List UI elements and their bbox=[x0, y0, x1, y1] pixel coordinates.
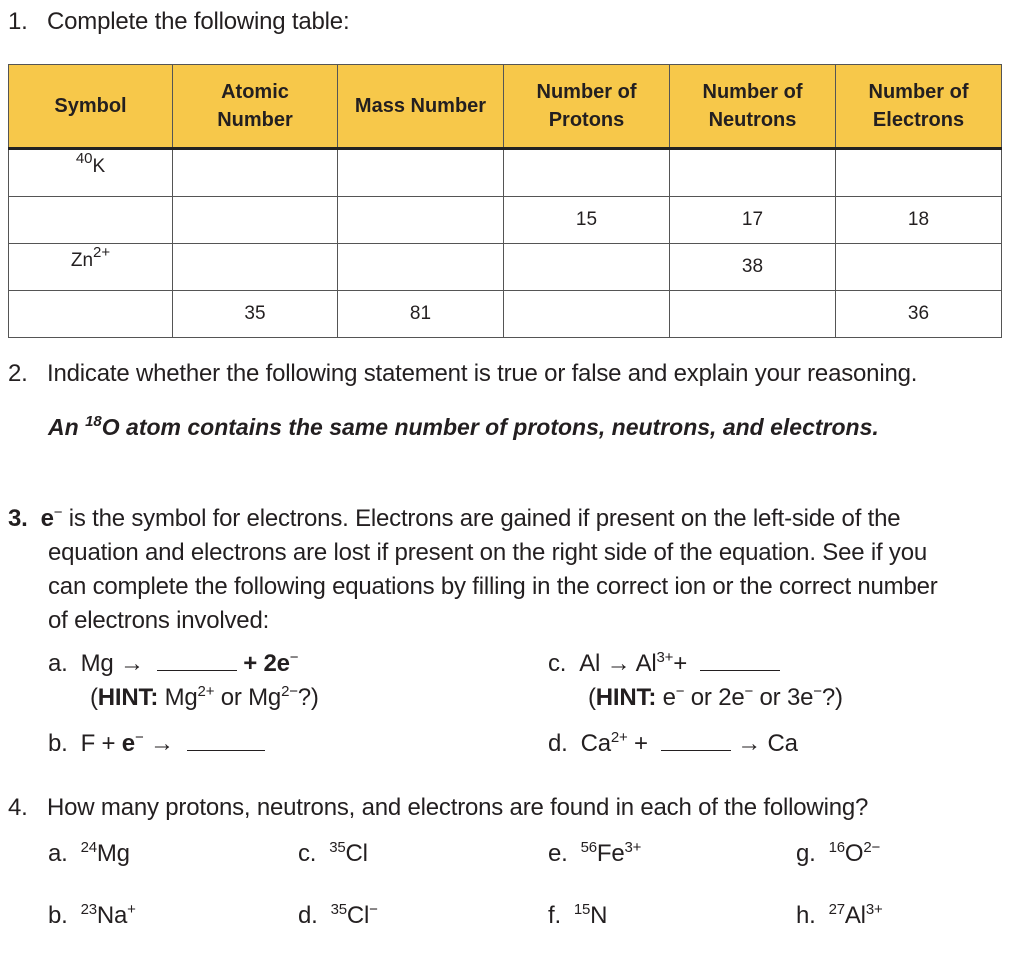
q4-item: g. $^{16}O^{2-}$ bbox=[796, 839, 881, 867]
cell-symbol[interactable]: $Zn^{2+}$ bbox=[9, 244, 173, 291]
cell-neutrons[interactable]: 38 bbox=[670, 244, 836, 291]
cell-symbol[interactable] bbox=[9, 291, 173, 338]
q2-number: 2. bbox=[8, 360, 28, 387]
q4-heading bbox=[8, 794, 868, 822]
header-electrons: Number of Electrons bbox=[836, 65, 1002, 149]
blank-line[interactable] bbox=[187, 749, 265, 751]
blank-line[interactable] bbox=[700, 669, 780, 671]
q4-item: e. $^{56}Fe^{3+}$ bbox=[548, 839, 642, 867]
q4-item: c. $^{35}$Cl bbox=[298, 839, 368, 867]
cell-mass[interactable] bbox=[338, 149, 504, 197]
table-row bbox=[9, 244, 1002, 291]
q1-heading bbox=[8, 8, 349, 36]
cell-mass[interactable] bbox=[338, 197, 504, 244]
q2-text: Indicate whether the following statement is true or false and explain your reasoning. bbox=[47, 360, 918, 387]
q1-text: Complete the following table: bbox=[47, 8, 350, 35]
blank-line[interactable] bbox=[661, 749, 731, 751]
q3c-hint: (HINT: e− or 2e− or 3e−?) bbox=[588, 683, 843, 711]
q4-item: h. $^{27}Al^{3+}$ bbox=[796, 901, 883, 929]
q4-item: b. $^{23}$Na+ bbox=[48, 901, 136, 929]
cell-neutrons[interactable] bbox=[670, 149, 836, 197]
q3-body: 3. e− is the symbol for electrons. Electrons are gained if present on the left-side of the equation and electrons are lost if present on the right side of the equation. See if you can complete the following equations by filling in the correct ion or the correct number of electrons involved: bbox=[8, 504, 938, 634]
cell-atomic[interactable] bbox=[173, 149, 338, 197]
q4-number: 4. bbox=[8, 794, 28, 821]
table-header-row bbox=[9, 65, 1002, 149]
cell-electrons[interactable]: 18 bbox=[836, 197, 1002, 244]
q4-item: f. $^{15}$N bbox=[548, 901, 608, 929]
header-protons: Number of Protons bbox=[504, 65, 670, 149]
cell-protons[interactable] bbox=[504, 291, 670, 338]
cell-electrons[interactable] bbox=[836, 149, 1002, 197]
q4-item: a. $^{24}$Mg bbox=[48, 839, 130, 867]
table-row bbox=[9, 149, 1002, 197]
q4-text: How many protons, neutrons, and electrons are found in each of the following? bbox=[47, 794, 869, 821]
cell-mass[interactable]: 81 bbox=[338, 291, 504, 338]
q3d-equation: d. $Ca^{2+}$ + → Ca bbox=[548, 729, 798, 757]
header-symbol: Symbol bbox=[9, 65, 173, 149]
cell-atomic[interactable] bbox=[173, 244, 338, 291]
header-neutrons: Number of Neutrons bbox=[670, 65, 836, 149]
q3a-equation: a. Mg → + 2e− bbox=[48, 649, 299, 677]
cell-electrons[interactable]: 36 bbox=[836, 291, 1002, 338]
q1-table bbox=[8, 64, 1002, 338]
q2-statement: An $^{18}$O atom contains the same number of protons, neutrons, and electrons. bbox=[48, 413, 879, 440]
table-row bbox=[9, 197, 1002, 244]
cell-protons[interactable] bbox=[504, 149, 670, 197]
cell-protons[interactable] bbox=[504, 244, 670, 291]
cell-atomic[interactable]: 35 bbox=[173, 291, 338, 338]
header-mass-number: Mass Number bbox=[338, 65, 504, 149]
cell-electrons[interactable] bbox=[836, 244, 1002, 291]
q4-item: d. $^{35}$Cl− bbox=[298, 901, 378, 929]
cell-protons[interactable]: 15 bbox=[504, 197, 670, 244]
cell-neutrons[interactable]: 17 bbox=[670, 197, 836, 244]
q3a-hint: (HINT: $Mg^{2+}$ or $Mg^{2-}$?) bbox=[90, 683, 319, 711]
q2-heading bbox=[8, 360, 917, 388]
q3b-equation: b. F + e− → bbox=[48, 730, 265, 758]
cell-atomic[interactable] bbox=[173, 197, 338, 244]
blank-line[interactable] bbox=[157, 669, 237, 671]
header-atomic-number: Atomic Number bbox=[173, 65, 338, 149]
table-row bbox=[9, 291, 1002, 338]
cell-symbol[interactable]: $^{40}$K bbox=[9, 149, 173, 197]
cell-symbol[interactable] bbox=[9, 197, 173, 244]
q3c-equation: c. $Al \to Al^{3+}+$ bbox=[548, 650, 780, 678]
cell-neutrons[interactable] bbox=[670, 291, 836, 338]
q1-number: 1. bbox=[8, 8, 28, 35]
cell-mass[interactable] bbox=[338, 244, 504, 291]
